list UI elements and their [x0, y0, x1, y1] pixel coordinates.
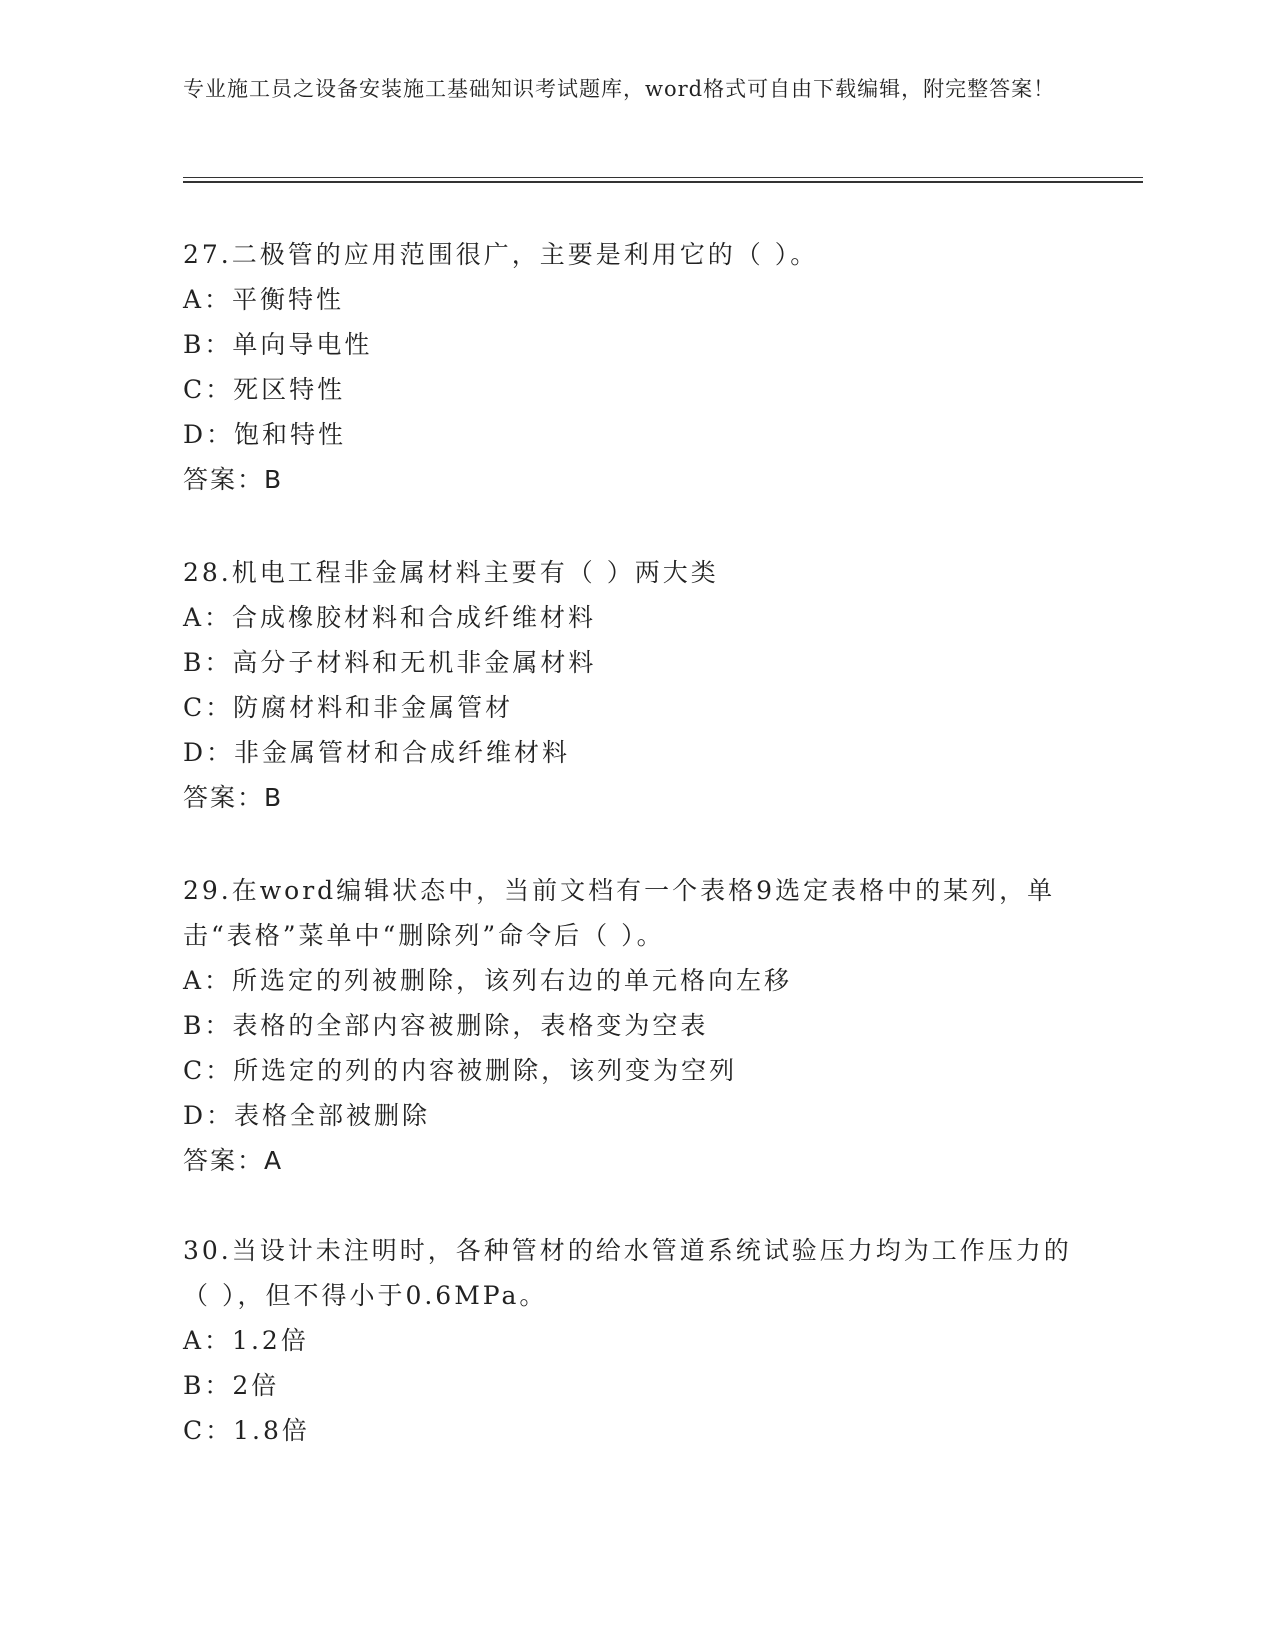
- question-29: [183, 868, 1083, 1183]
- option-b: B：2倍: [183, 1371, 280, 1400]
- question-28: [183, 550, 1083, 820]
- question-27: [183, 232, 1083, 502]
- option-a: A：合成橡胶材料和合成纤维材料: [183, 603, 597, 632]
- option-a: A：所选定的列被删除，该列右边的单元格向左移: [183, 966, 793, 995]
- option-a: A：平衡特性: [183, 285, 345, 314]
- answer: 答案：B: [183, 783, 284, 812]
- question-30: [183, 1228, 1083, 1453]
- option-c: C：所选定的列的内容被删除，该列变为空列: [183, 1056, 738, 1085]
- option-a: A：1.2倍: [183, 1326, 309, 1355]
- header-divider-thick: [183, 181, 1143, 183]
- option-d: D：表格全部被删除: [183, 1101, 431, 1130]
- option-c: C：防腐材料和非金属管材: [183, 693, 514, 722]
- option-b: B：高分子材料和无机非金属材料: [183, 648, 597, 677]
- question-stem: 27.二极管的应用范围很广，主要是利用它的（ ）。: [183, 240, 819, 269]
- header-divider-thin: [183, 177, 1143, 178]
- option-c: C：1.8倍: [183, 1416, 310, 1445]
- option-b: B：单向导电性: [183, 330, 373, 359]
- document-header: 专业施工员之设备安装施工基础知识考试题库，word格式可自由下载编辑，附完整答案！: [183, 77, 1056, 101]
- question-stem: 28.机电工程非金属材料主要有（ ）两大类: [183, 558, 719, 587]
- question-stem: 29.在word编辑状态中，当前文档有一个表格9选定表格中的某列，单击“表格”菜单中“删除列”命令后（ ）。: [183, 876, 1056, 950]
- option-c: C：死区特性: [183, 375, 346, 404]
- option-b: B：表格的全部内容被删除，表格变为空表: [183, 1011, 709, 1040]
- question-stem: 30.当设计未注明时，各种管材的给水管道系统试验压力均为工作压力的（ ），但不得小于0.6MPa。: [183, 1236, 1072, 1310]
- option-d: D：非金属管材和合成纤维材料: [183, 738, 571, 767]
- answer: 答案：B: [183, 465, 284, 494]
- option-d: D：饱和特性: [183, 420, 347, 449]
- answer: 答案：A: [183, 1146, 284, 1175]
